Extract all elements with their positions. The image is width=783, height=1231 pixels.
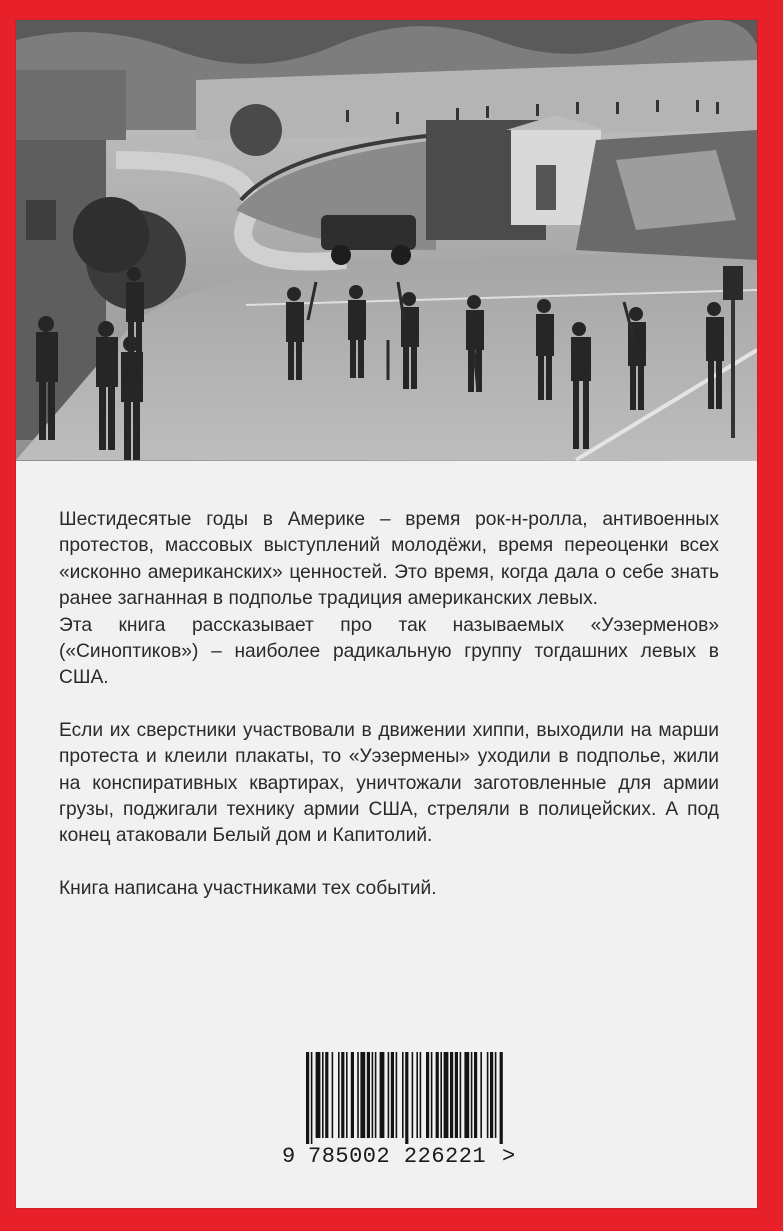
barcode-bar — [380, 1052, 385, 1138]
barcode-bar — [402, 1052, 404, 1138]
barcode-bar — [341, 1052, 344, 1138]
barcode-bar — [460, 1052, 462, 1138]
barcode-bar — [490, 1052, 493, 1138]
barcode-bar — [372, 1052, 374, 1138]
barcode-bar — [487, 1052, 489, 1138]
barcode-bar — [375, 1052, 377, 1138]
barcode-bar — [405, 1052, 408, 1144]
photo-illustration — [16, 20, 757, 461]
barcode-bar — [396, 1052, 398, 1138]
barcode-bar — [311, 1052, 313, 1144]
paragraph-1: Шестидесятые годы в Америке – время рок-н-ролла, антивоенных протестов, массовых выступлений молодёжи, время переоценки всех «исконно американских» ценностей. Это время, когда дала о себе знать ранее загнанная в подполье традиция американских левых. — [59, 509, 719, 610]
isbn-arrow: > — [502, 1144, 516, 1169]
barcode-bar — [455, 1052, 458, 1138]
barcode-bar — [464, 1052, 469, 1138]
barcode-bar — [388, 1052, 390, 1138]
barcode-bar — [351, 1052, 354, 1138]
barcode-bar — [316, 1052, 321, 1138]
paragraph-2: Эта книга рассказывает про так называемых «Уэзерменов» («Синоптиков») – наиболее радикальную группу тогдашних левых в США. — [59, 614, 719, 689]
annotation-text — [59, 507, 719, 902]
isbn-digits: 785002 226221 — [308, 1144, 487, 1169]
paragraph-4: Книга написана участниками тех событий. — [59, 877, 437, 899]
isbn-barcode — [254, 1048, 526, 1178]
barcode-bar — [357, 1052, 359, 1138]
cover-photo — [16, 20, 757, 461]
barcode-bars — [254, 1048, 526, 1144]
barcode-bar — [416, 1052, 418, 1138]
barcode-bar — [391, 1052, 394, 1138]
barcode-bar — [471, 1052, 473, 1138]
barcode-bar — [474, 1052, 477, 1138]
barcode-bar — [412, 1052, 414, 1138]
barcode-bar — [367, 1052, 370, 1138]
isbn-first-digit: 9 — [282, 1144, 296, 1169]
barcode-bar — [420, 1052, 422, 1138]
barcode-bar — [450, 1052, 453, 1138]
barcode-bar — [431, 1052, 433, 1138]
barcode-bar — [444, 1052, 449, 1138]
barcode-bar — [436, 1052, 439, 1138]
barcode-bar — [360, 1052, 365, 1138]
barcode-bar — [495, 1052, 497, 1138]
paragraph-3: Если их сверстники участвовали в движении хиппи, выходили на марши протеста и клеили плакаты, то «Уэзермены» уходили в подполье, жили на конспиративных квартирах, уничтожали заготовленные для армии грузы, поджигали технику армии США, стреляли в полицейских. А под конец атаковали Белый дом и Капитолий. — [59, 719, 719, 847]
barcode-bar — [346, 1052, 348, 1138]
barcode-bar — [500, 1052, 503, 1144]
barcode-bar — [338, 1052, 340, 1138]
barcode-bar — [306, 1052, 309, 1144]
barcode-bar — [440, 1052, 442, 1138]
barcode-bar — [426, 1052, 429, 1138]
barcode-bar — [332, 1052, 334, 1138]
barcode-bar — [480, 1052, 482, 1138]
barcode-bar — [325, 1052, 328, 1138]
barcode-bar — [322, 1052, 324, 1138]
